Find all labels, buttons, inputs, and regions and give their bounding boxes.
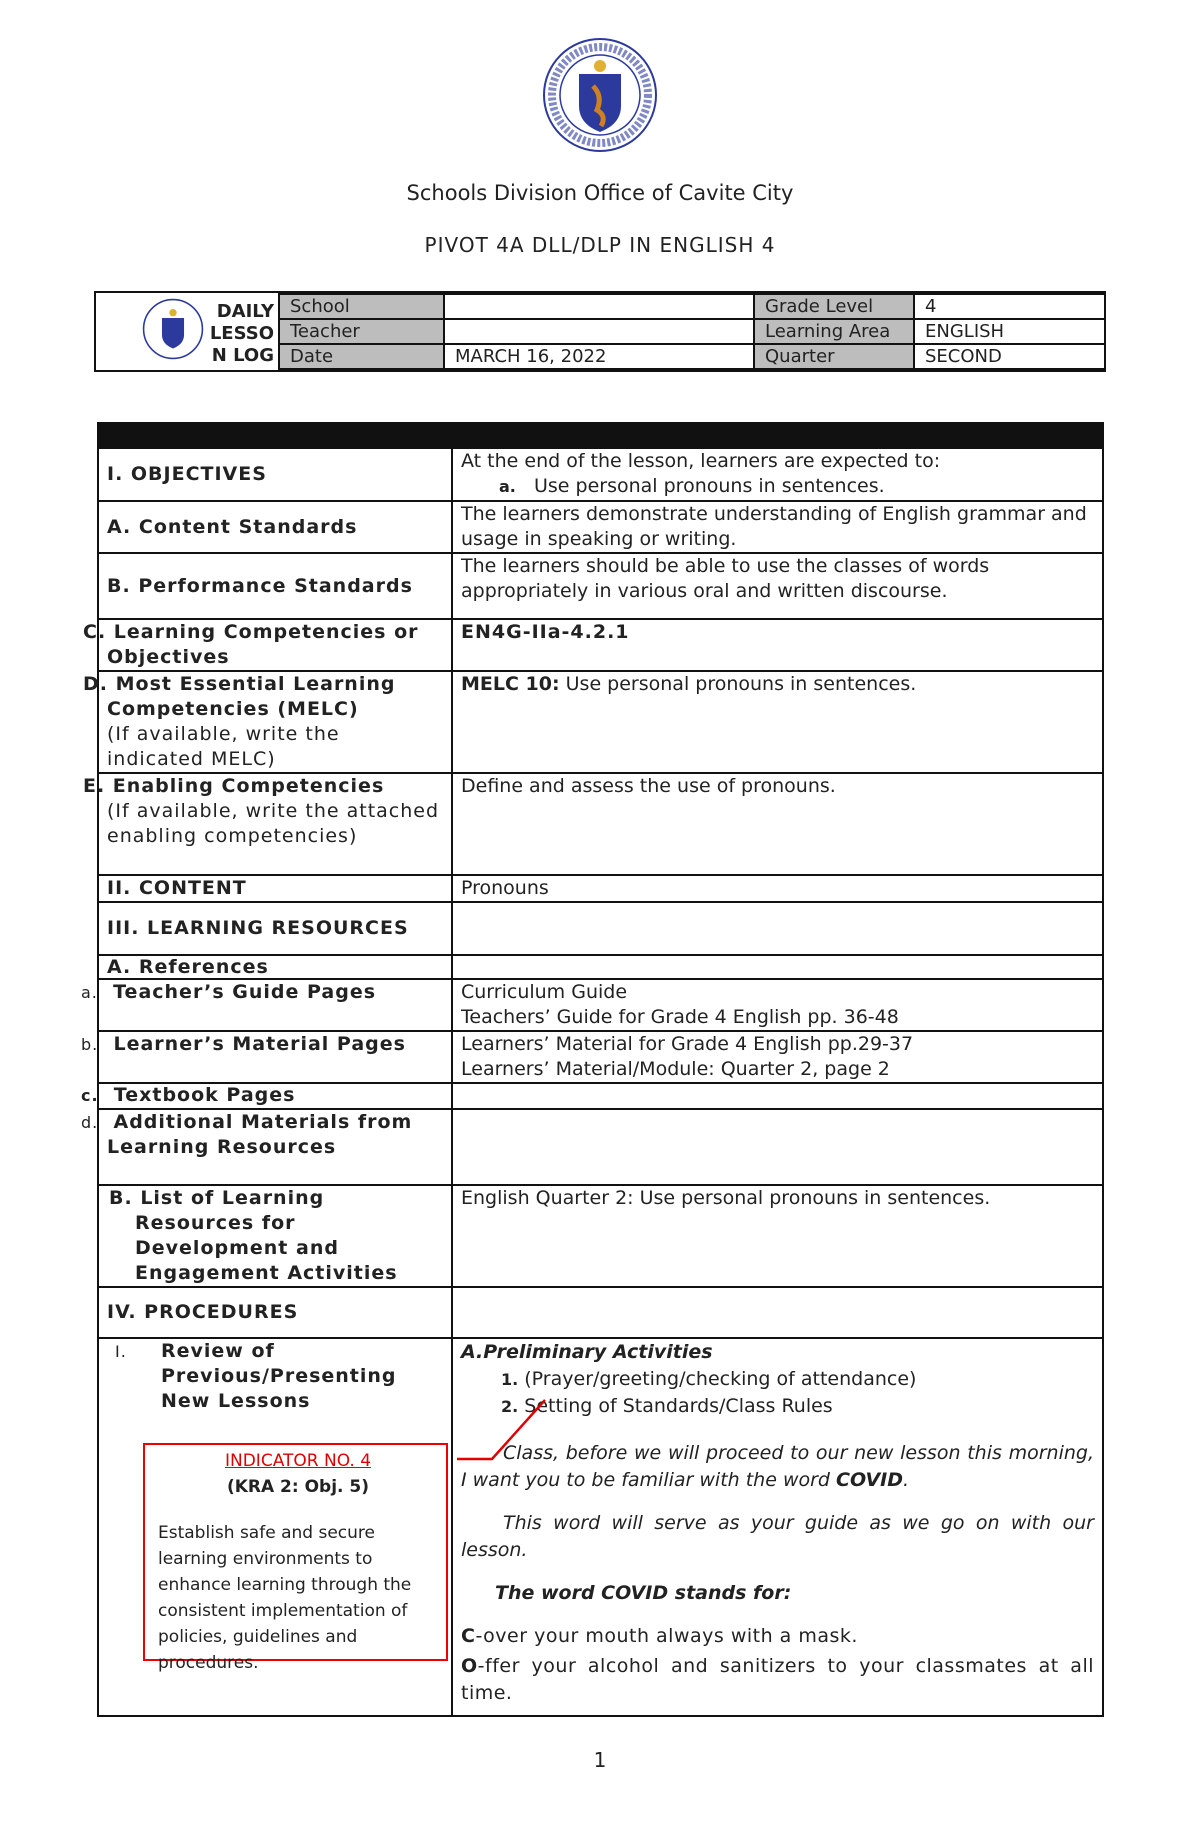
competencies-label: C. Learning Competencies or Objectives <box>98 619 452 671</box>
objectives-cell <box>452 448 1103 501</box>
lm-line: Learners’ Material/Module: Quarter 2, page 2 <box>461 1058 890 1080</box>
item-marker: d. <box>81 1113 99 1132</box>
preliminary-heading: A.Preliminary Activities <box>461 1341 713 1363</box>
acronym-letter: C <box>461 1625 476 1647</box>
area-value[interactable]: ENGLISH <box>914 319 1105 344</box>
header-info-table <box>94 291 1106 372</box>
table-row <box>98 902 1103 955</box>
date-value[interactable]: MARCH 16, 2022 <box>444 344 754 369</box>
add-label: Additional Materials from Learning Resources <box>107 1111 413 1158</box>
date-label: Date <box>279 344 444 369</box>
empty-cell <box>452 1287 1103 1338</box>
lm-label: Learner’s Material Pages <box>113 1033 406 1055</box>
black-header-row <box>98 423 1103 448</box>
content-standards-value: The learners demonstrate understanding of English grammar and usage in speaking or writing. <box>452 501 1103 553</box>
step-number: 2. <box>501 1397 519 1416</box>
lm-line: Learners’ Material for Grade 4 English pp.29-37 <box>461 1033 914 1055</box>
indicator-text: Establish safe and secure learning environments to enhance learning through the consistent implementation of policies, guidelines and procedures. <box>158 1523 412 1673</box>
review-content <box>452 1338 1103 1716</box>
tg-line: Teachers’ Guide for Grade 4 English pp. 36-48 <box>461 1006 899 1028</box>
objectives-label: I. OBJECTIVES <box>98 448 452 501</box>
tb-label-cell <box>81 1083 452 1109</box>
objectives-intro: At the end of the lesson, learners are expected to: <box>461 450 941 472</box>
table-row <box>98 955 1103 979</box>
empty-cell <box>452 902 1103 955</box>
quarter-label: Quarter <box>754 344 914 369</box>
dll-label <box>196 301 274 367</box>
item-marker: b. <box>81 1035 99 1054</box>
indicator-kra: (KRA 2: Obj. 5) <box>226 1477 370 1497</box>
content-value: Pronouns <box>452 875 1103 902</box>
header-cell <box>452 423 1103 448</box>
item-marker: a. <box>499 477 516 496</box>
lm-label-cell <box>81 1031 452 1083</box>
dll-line: LESSO <box>209 323 274 344</box>
covid-intro-text: Class, before we will proceed to our new lesson this morning, I want you to be familiar with the word <box>461 1442 1094 1491</box>
empty-cell <box>452 1109 1103 1185</box>
melc-note: (If available, write the indicated MELC) <box>107 723 340 770</box>
page-number: 1 <box>593 1748 607 1772</box>
area-label: Learning Area <box>754 319 914 344</box>
enabling-note: (If available, write the attached enabling competencies) <box>107 800 440 847</box>
empty-cell <box>452 1083 1103 1109</box>
references-label: A. References <box>98 955 452 979</box>
tg-value <box>452 979 1103 1031</box>
table-row <box>98 1287 1103 1338</box>
tg-label: Teacher’s Guide Pages <box>113 981 377 1003</box>
melc-label: D. Most Essential Learning Competencies (MELC) <box>83 673 396 720</box>
item-marker: c. <box>81 1086 99 1105</box>
list-label: B. List of Learning Resources for Development and Engagement Activities <box>98 1185 452 1287</box>
step-text: Setting of Standards/Class Rules <box>524 1395 833 1417</box>
resources-label: III. LEARNING RESOURCES <box>98 902 452 955</box>
office-name: Schools Division Office of Cavite City <box>406 181 794 205</box>
performance-standards-label: B. Performance Standards <box>98 553 452 619</box>
review-label: Review of Previous/Presenting New Lessons <box>161 1340 397 1412</box>
table-row <box>98 979 1103 1031</box>
teacher-value[interactable] <box>444 319 754 344</box>
performance-standards-value: The learners should be able to use the classes of words appropriately in various oral and written discourse. <box>452 553 1103 619</box>
add-label-cell <box>81 1109 452 1185</box>
indicator-title: INDICATOR NO. 4 <box>224 1451 372 1471</box>
enabling-label: E. Enabling Competencies <box>83 775 385 797</box>
procedures-label: IV. PROCEDURES <box>98 1287 452 1338</box>
competencies-value: EN4G-IIa-4.2.1 <box>452 619 1103 671</box>
acronym-letter: O <box>461 1655 478 1677</box>
grade-label: Grade Level <box>754 294 914 319</box>
table-row <box>98 448 1103 501</box>
melc-number: MELC 10: <box>461 673 560 695</box>
dll-line: N LOG <box>211 345 274 366</box>
melc-text: Use personal pronouns in sentences. <box>559 673 917 695</box>
melc-label-cell <box>83 671 452 773</box>
acronym-text: -ffer your alcohol and sanitizers to your classmates at all time. <box>461 1655 1094 1704</box>
school-label: School <box>279 294 444 319</box>
table-row <box>98 1185 1103 1287</box>
content-standards-label: A. Content Standards <box>98 501 452 553</box>
enabling-label-cell <box>83 773 452 875</box>
table-row <box>98 671 1103 773</box>
deped-seal-logo <box>541 36 659 154</box>
covid-stands-heading: The word COVID stands for: <box>495 1582 792 1604</box>
table-row <box>98 1031 1103 1083</box>
objective-item: Use personal pronouns in sentences. <box>534 475 885 497</box>
document-title: PIVOT 4A DLL/DLP IN ENGLISH 4 <box>424 233 776 257</box>
tg-line: Curriculum Guide <box>461 981 628 1003</box>
tg-label-cell <box>81 979 452 1031</box>
dll-line: DAILY <box>216 301 274 322</box>
covid-word: COVID <box>836 1469 903 1491</box>
guide-paragraph: This word will serve as your guide as we go on with our lesson. <box>461 1512 1094 1561</box>
melc-value <box>452 671 1103 773</box>
item-marker: I. <box>115 1342 127 1361</box>
item-marker: a. <box>81 983 98 1002</box>
school-value[interactable] <box>444 294 754 319</box>
teacher-label: Teacher <box>279 319 444 344</box>
empty-cell <box>452 955 1103 979</box>
table-row <box>98 501 1103 553</box>
enabling-value: Define and assess the use of pronouns. <box>452 773 1103 875</box>
quarter-value[interactable]: SECOND <box>914 344 1105 369</box>
table-row <box>98 619 1103 671</box>
acronym-text: -over your mouth always with a mask. <box>475 1625 858 1647</box>
indicator-content <box>158 1448 438 1676</box>
table-row <box>98 1109 1103 1185</box>
list-value: English Quarter 2: Use personal pronouns in sentences. <box>452 1185 1103 1287</box>
deped-seal-small-logo <box>142 298 204 360</box>
table-row <box>98 1083 1103 1109</box>
step-number: 1. <box>501 1370 519 1389</box>
lm-value <box>452 1031 1103 1083</box>
tb-label: Textbook Pages <box>113 1084 296 1106</box>
table-row <box>98 553 1103 619</box>
table-row <box>98 773 1103 875</box>
table-row <box>98 875 1103 902</box>
step-text: (Prayer/greeting/checking of attendance) <box>524 1368 917 1390</box>
covid-intro: Class, before we will proceed to our new lesson this morning, I want you to be familiar with the word COVID. <box>461 1442 1094 1491</box>
grade-value[interactable]: 4 <box>914 294 1105 319</box>
content-label: II. CONTENT <box>98 875 452 902</box>
header-cell <box>98 423 452 448</box>
